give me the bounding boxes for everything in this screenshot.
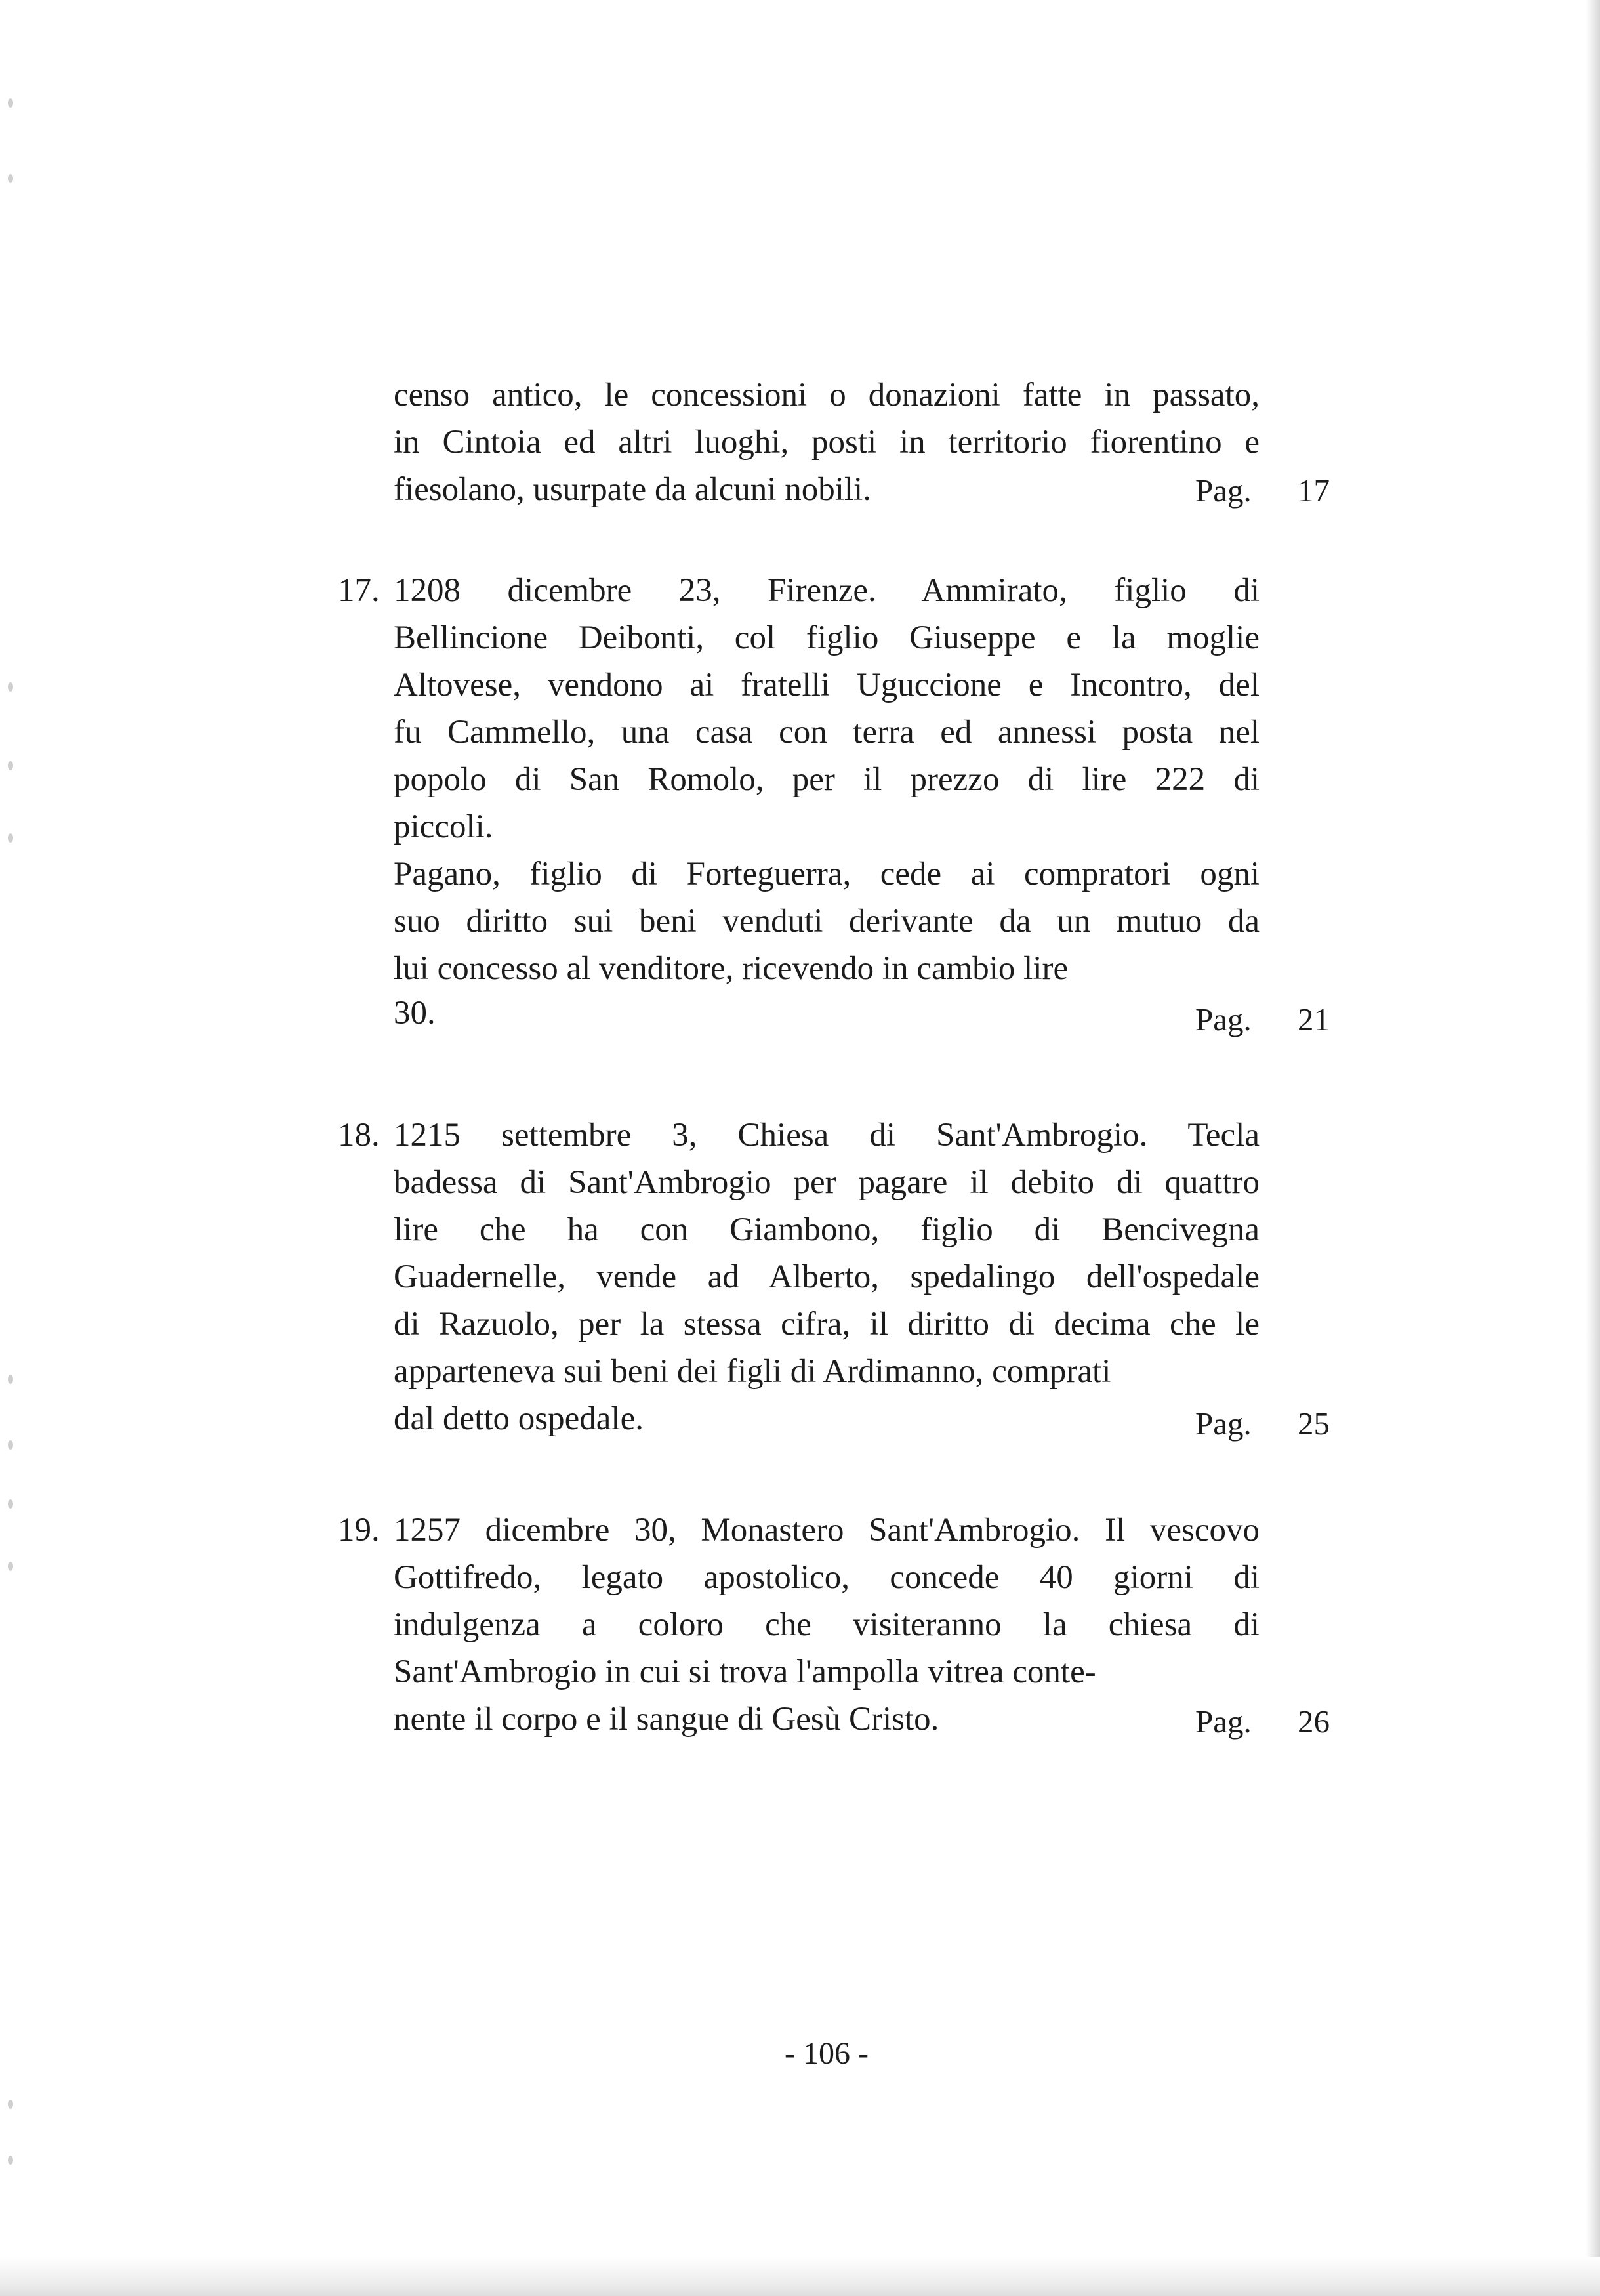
page-number: - 106 - [785,2036,869,2071]
entry-line: 30. [394,995,436,1032]
page-reference-label: Pag. [1195,1001,1252,1037]
entry-number: 19. [338,1512,380,1549]
entry-line: lui concesso al venditore, ricevendo in cambio lire [394,950,1069,987]
page-reference-number: 25 [1298,1406,1330,1442]
entry-line: Guadernelle, vende ad Alberto, spedalingo dell'ospedale [394,1259,1260,1295]
entry-line: 1215 settembre 3, Chiesa di Sant'Ambrogio. Tecla [394,1117,1260,1154]
entry-line: Pagano, figlio di Forteguerra, cede ai compratori ogni [394,856,1260,892]
binding-hole-mark [8,1499,13,1509]
binding-hole-mark [8,1440,13,1450]
page-reference-number: 17 [1298,472,1330,509]
page-reference-label: Pag. [1195,1703,1252,1740]
entry-line: piccoli. [394,808,493,845]
entry-line: nente il corpo e il sangue di Gesù Cristo. [394,1701,939,1738]
entry-line: lire che ha con Giambono, figlio di Bencivegna [394,1211,1260,1248]
entry-line: Gottifredo, legato apostolico, concede 40 giorni di [394,1559,1260,1596]
entry-line: fiesolano, usurpate da alcuni nobili. [394,471,871,508]
page-reference-number: 26 [1298,1703,1330,1740]
binding-hole-mark [8,2100,13,2109]
entry-number: 18. [338,1117,380,1154]
entry-line: Altovese, vendono ai fratelli Uguccione e Incontro, del [394,667,1260,703]
entry-line: 1208 dicembre 23, Firenze. Ammirato, figlio di [394,572,1260,609]
page-edge-shadow-bottom [0,2257,1600,2296]
binding-hole-mark [8,2156,13,2165]
entry-line: apparteneva sui beni dei figli di Ardimanno, comprati [394,1353,1111,1390]
binding-hole-mark [8,833,13,843]
entry-line: in Cintoia ed altri luoghi, posti in territorio fiorentino e [394,424,1260,461]
page-reference-number: 21 [1298,1001,1330,1037]
entry-line: fu Cammello, una casa con terra ed annessi posta nel [394,714,1260,751]
entry-line: di Razuolo, per la stessa cifra, il diritto di decima che le [394,1306,1260,1343]
entry-line: Bellincione Deibonti, col figlio Giuseppe e la moglie [394,619,1260,656]
page-reference-label: Pag. [1195,1406,1252,1442]
binding-hole-mark [8,174,13,183]
entry-line: Sant'Ambrogio in cui si trova l'ampolla vitrea conte- [394,1654,1096,1690]
entry-number: 17. [338,572,380,609]
entry-line: popolo di San Romolo, per il prezzo di lire 222 di [394,761,1260,798]
entry-line: suo diritto sui beni venduti derivante da un mutuo da [394,903,1260,940]
entry-line: badessa di Sant'Ambrogio per pagare il debito di quattro [394,1164,1260,1201]
page-reference-label: Pag. [1195,472,1252,509]
entry-line: dal detto ospedale. [394,1400,644,1437]
entry-line: censo antico, le concessioni o donazioni fatte in passato, [394,377,1260,413]
binding-hole-mark [8,682,13,692]
binding-hole-mark [8,98,13,108]
binding-hole-mark [8,761,13,770]
page-edge-shadow-right [1586,0,1600,2296]
entry-line: 1257 dicembre 30, Monastero Sant'Ambrogio. Il vescovo [394,1512,1260,1549]
entry-line: indulgenza a coloro che visiteranno la chiesa di [394,1606,1260,1643]
binding-hole-mark [8,1375,13,1384]
binding-hole-mark [8,1562,13,1571]
